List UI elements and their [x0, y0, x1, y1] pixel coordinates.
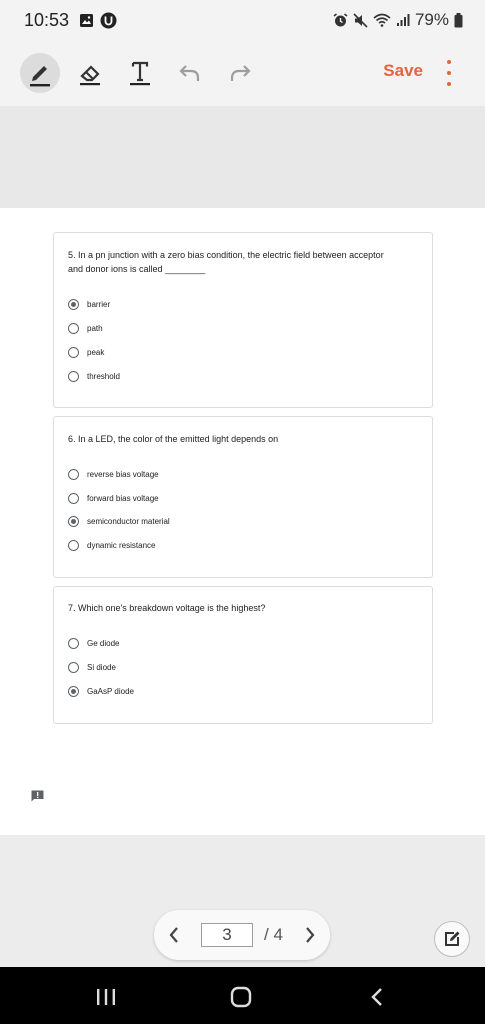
option-label: barrier — [87, 299, 111, 309]
radio-button-selected[interactable] — [68, 516, 79, 527]
gallery-icon — [79, 13, 94, 28]
radio-option[interactable] — [68, 369, 120, 383]
more-options-button[interactable] — [443, 60, 455, 86]
radio-option[interactable] — [68, 684, 134, 698]
document-page — [0, 208, 485, 835]
radio-button[interactable] — [68, 493, 79, 504]
system-nav-bar — [0, 967, 485, 1024]
text-tool-button[interactable] — [120, 53, 160, 93]
battery-icon — [454, 13, 463, 28]
status-time: 10:53 — [24, 9, 70, 30]
status-notification-icons — [79, 12, 117, 29]
radio-button[interactable] — [68, 662, 79, 673]
option-label: GaAsP diode — [87, 686, 134, 696]
signal-icon — [396, 13, 410, 27]
edit-icon — [442, 929, 462, 949]
radio-option[interactable] — [68, 660, 116, 674]
radio-button[interactable] — [68, 347, 79, 358]
question-text — [68, 248, 420, 276]
next-page-icon[interactable] — [304, 926, 316, 944]
eraser-icon — [77, 59, 103, 87]
status-bar — [0, 0, 485, 40]
status-right-icons — [333, 10, 463, 30]
save-button[interactable]: Save — [383, 61, 423, 80]
undo-button[interactable] — [170, 53, 210, 93]
option-label: dynamic resistance — [87, 540, 156, 550]
radio-option[interactable] — [68, 514, 170, 528]
radio-option[interactable] — [68, 636, 119, 650]
notification-u-icon — [100, 12, 117, 29]
radio-option[interactable] — [68, 467, 159, 481]
radio-option[interactable] — [68, 538, 155, 552]
alarm-icon — [333, 13, 348, 28]
radio-option[interactable] — [68, 321, 103, 335]
report-icon[interactable] — [31, 790, 44, 802]
question-text-line: and donor ions is called ________ — [68, 264, 206, 274]
radio-button-selected[interactable] — [68, 299, 79, 310]
pen-icon — [27, 59, 53, 87]
battery-percent: 79% — [414, 10, 449, 29]
option-label: semiconductor material — [87, 516, 170, 526]
question-text-line: 6. In a LED, the color of the emitted light depends on — [68, 434, 279, 444]
question-text — [68, 601, 420, 615]
option-label: reverse bias voltage — [87, 469, 159, 479]
option-label: Ge diode — [87, 638, 120, 648]
question-card — [53, 416, 433, 578]
pen-tool-button[interactable] — [20, 53, 60, 93]
page-navigator — [154, 910, 330, 960]
radio-button[interactable] — [68, 540, 79, 551]
option-label: forward bias voltage — [87, 493, 159, 503]
more-dot — [447, 82, 451, 86]
redo-icon — [227, 61, 253, 85]
undo-icon — [177, 61, 203, 85]
option-label: path — [87, 323, 103, 333]
text-icon — [127, 59, 153, 87]
page-number-input[interactable]: 3 — [201, 923, 253, 947]
page-total: / 4 — [264, 925, 283, 944]
recent-apps-icon[interactable] — [96, 988, 116, 1006]
question-text-line: 5. In a pn junction with a zero bias condition, the electric field between acceptor — [68, 250, 384, 260]
redo-button[interactable] — [220, 53, 260, 93]
question-text-line: 7. Which one's breakdown voltage is the highest? — [68, 603, 266, 613]
option-label: threshold — [87, 371, 120, 381]
radio-button[interactable] — [68, 638, 79, 649]
more-dot — [447, 60, 451, 64]
radio-button[interactable] — [68, 371, 79, 382]
wifi-icon — [373, 13, 391, 27]
previous-page-icon[interactable] — [168, 926, 180, 944]
option-label: Si diode — [87, 662, 116, 672]
radio-option[interactable] — [68, 297, 110, 311]
radio-option[interactable] — [68, 491, 159, 505]
mute-icon — [353, 13, 368, 28]
home-icon[interactable] — [230, 986, 252, 1008]
radio-button-selected[interactable] — [68, 686, 79, 697]
page-gap — [0, 106, 485, 208]
option-label: peak — [87, 347, 105, 357]
radio-button[interactable] — [68, 469, 79, 480]
edit-fab-button[interactable] — [434, 921, 470, 957]
back-icon[interactable] — [370, 987, 384, 1007]
question-card — [53, 586, 433, 724]
radio-button[interactable] — [68, 323, 79, 334]
eraser-tool-button[interactable] — [70, 53, 110, 93]
question-card — [53, 232, 433, 408]
annotation-toolbar — [0, 40, 485, 106]
question-text — [68, 432, 420, 446]
more-dot — [447, 71, 451, 75]
radio-option[interactable] — [68, 345, 104, 359]
